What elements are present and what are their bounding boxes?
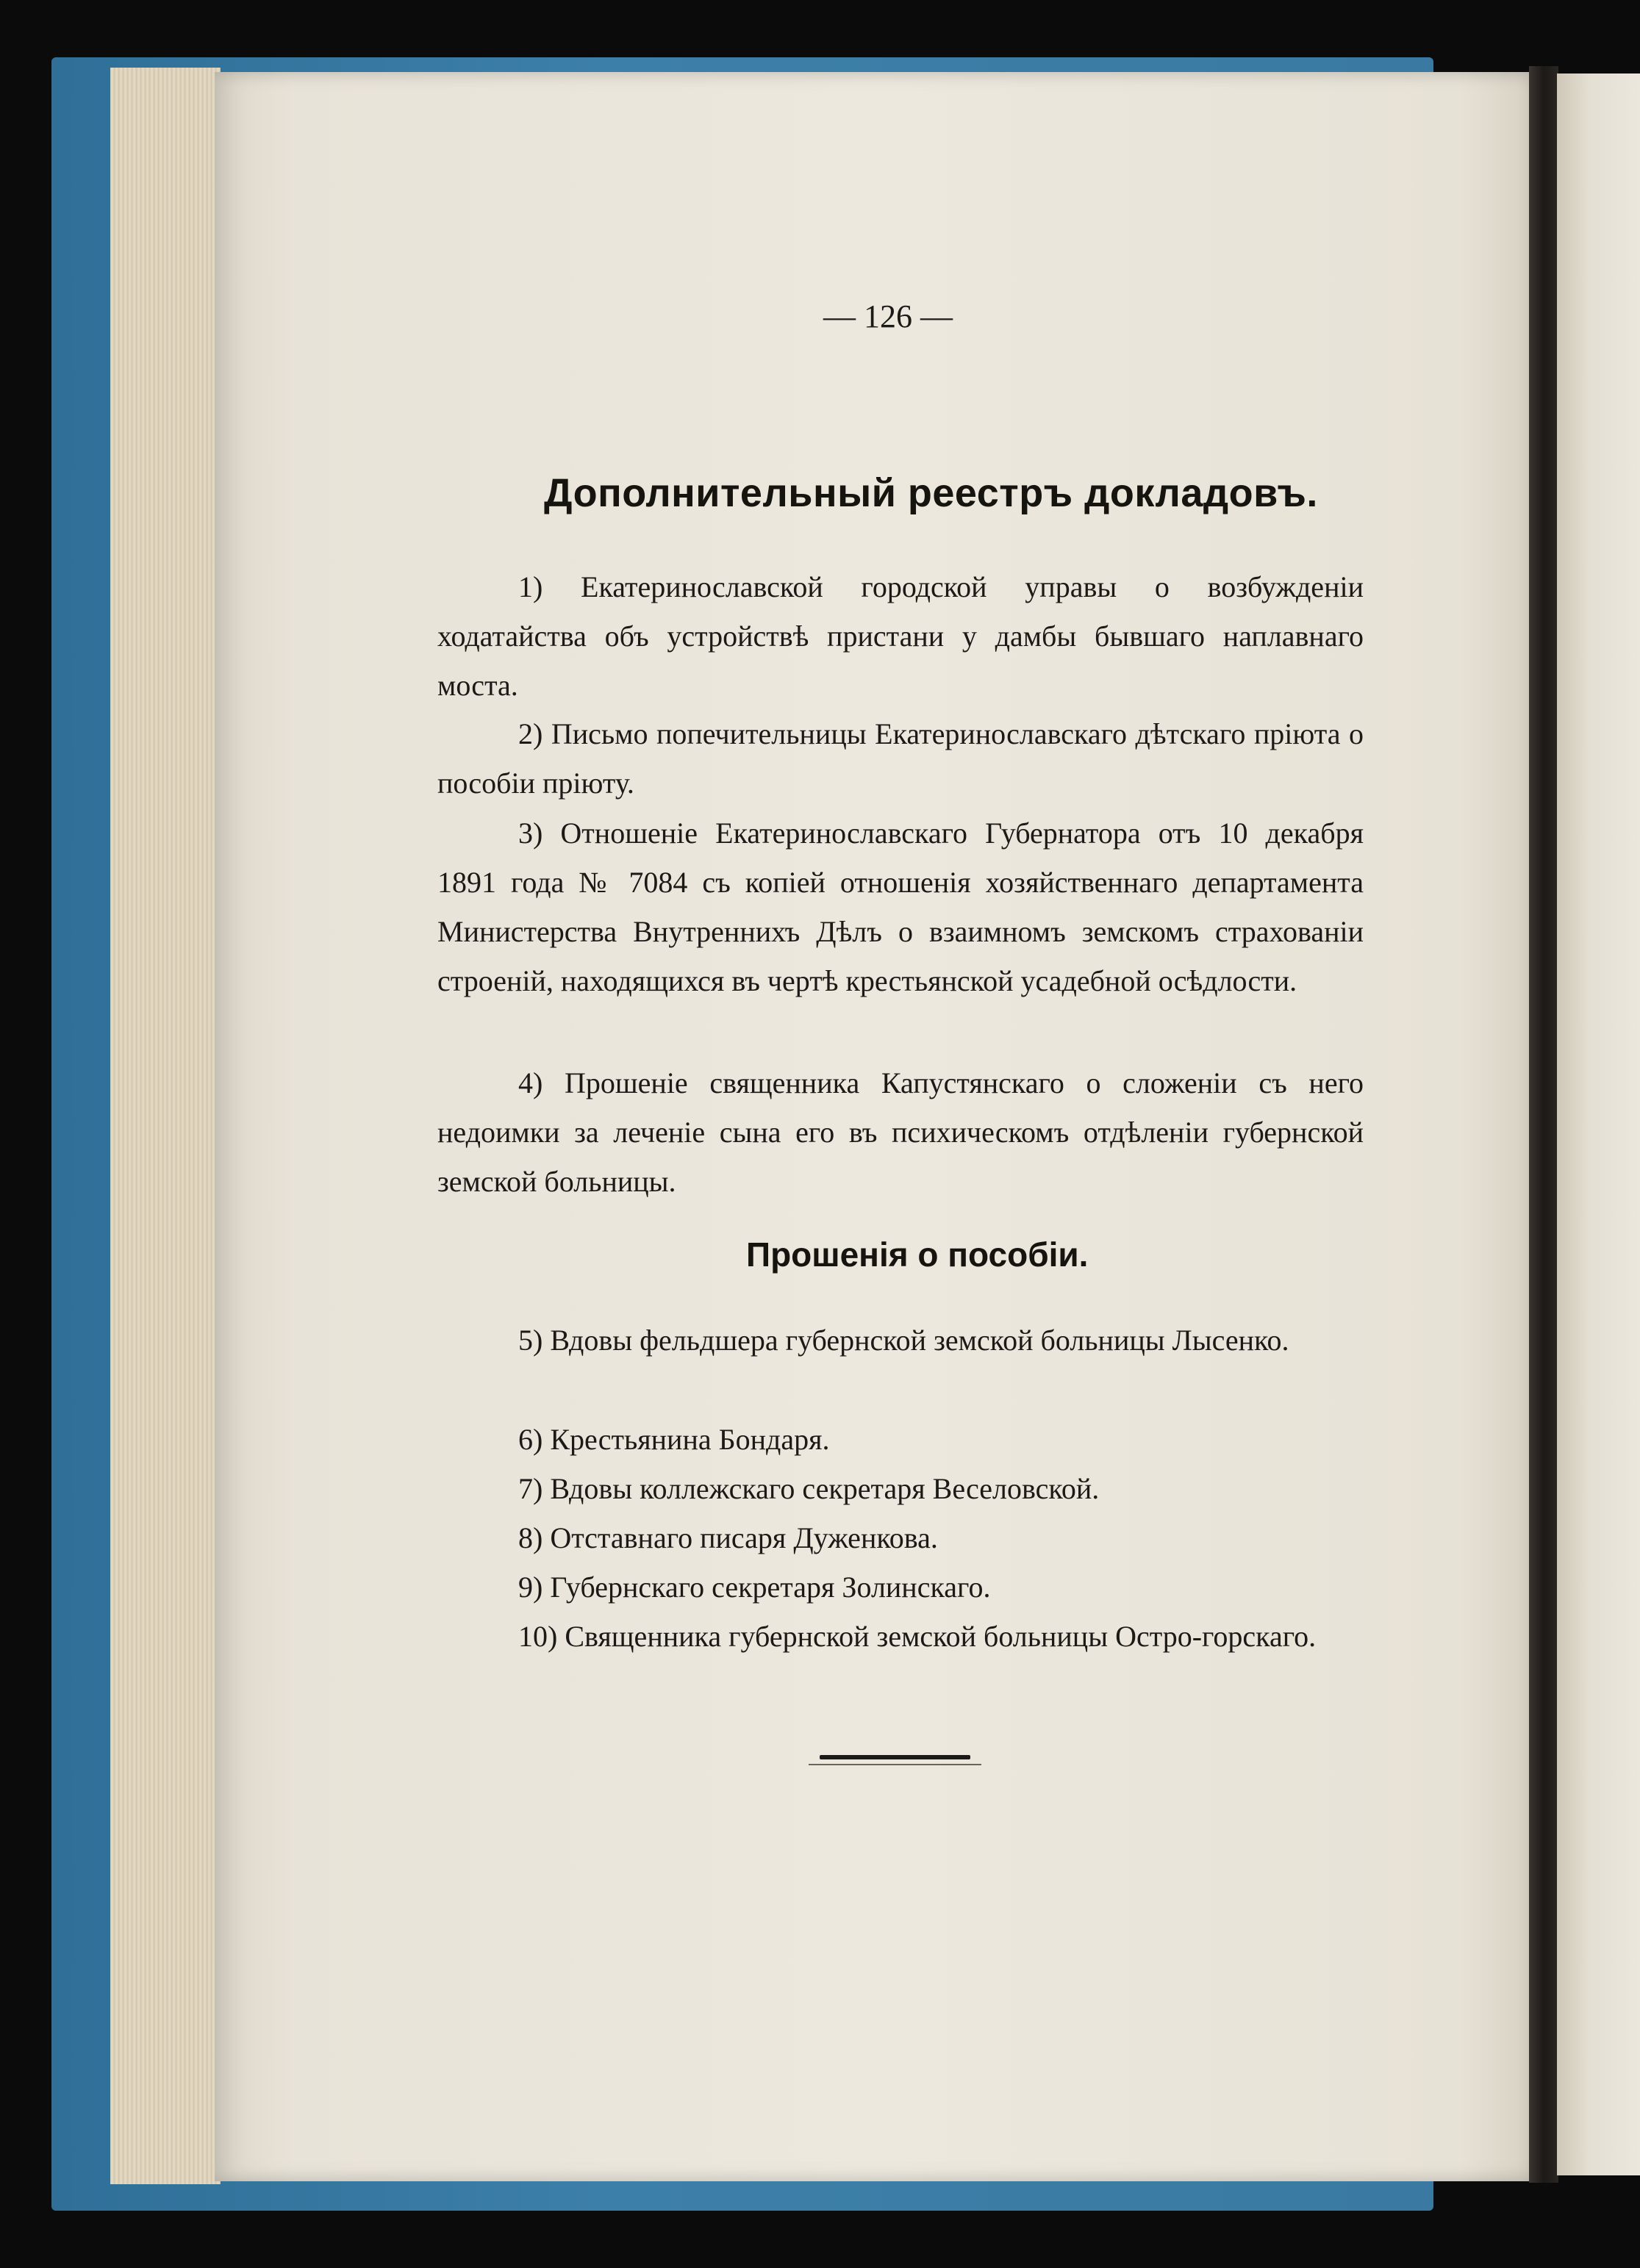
petition-item-9: 9) Губернскаго секретаря Золинскаго. bbox=[518, 1571, 991, 1604]
end-divider bbox=[820, 1755, 970, 1759]
petition-item-8: 8) Отставнаго писаря Дуженкова. bbox=[518, 1521, 938, 1554]
petition-item-5: 5) Вдовы фельдшера губернской земской больницы Лысенко. bbox=[518, 1324, 1289, 1357]
petition-item-6: 6) Крестьянина Бондаря. bbox=[518, 1423, 830, 1456]
report-item-3: 3) Отношеніе Екатеринославскаго Губернатора отъ 10 декабря 1891 года № 7084 съ копіей отношенія хозяйственнаго департамента Министерства Внутреннихъ Дѣлъ о взаимномъ земскомъ страхованіи строеній, находящихся въ чертѣ крестьянской усадебной осѣдлости. bbox=[437, 817, 1364, 997]
end-divider-underline bbox=[809, 1764, 981, 1765]
page-edges bbox=[110, 68, 221, 2184]
book-gutter bbox=[1529, 66, 1558, 2183]
facing-page-edge bbox=[1557, 73, 1640, 2175]
report-item-4: 4) Прошеніе священника Капустянскаго о сложеніи съ него недоимки за леченіе сына его въ психическомъ отдѣленіи губернской земской больницы. bbox=[437, 1066, 1364, 1198]
petition-item-7: 7) Вдовы коллежскаго секретаря Веселовской. bbox=[518, 1472, 1100, 1505]
petition-item-10: 10) Священника губернской земской больницы Остро-горскаго. bbox=[518, 1620, 1317, 1653]
report-item-1: 1) Екатеринославской городской управы о возбужденіи ходатайства объ устройствѣ пристани у дамбы бывшаго наплавнаго моста. bbox=[437, 570, 1364, 702]
page-number: — 126 — bbox=[823, 298, 953, 334]
petitions-heading: Прошенія о пособіи. bbox=[746, 1235, 1089, 1274]
report-item-2: 2) Письмо попечительницы Екатеринославскаго дѣтскаго пріюта о пособіи пріюту. bbox=[437, 717, 1364, 800]
main-heading: Дополнительный реестръ докладовъ. bbox=[544, 471, 1318, 515]
